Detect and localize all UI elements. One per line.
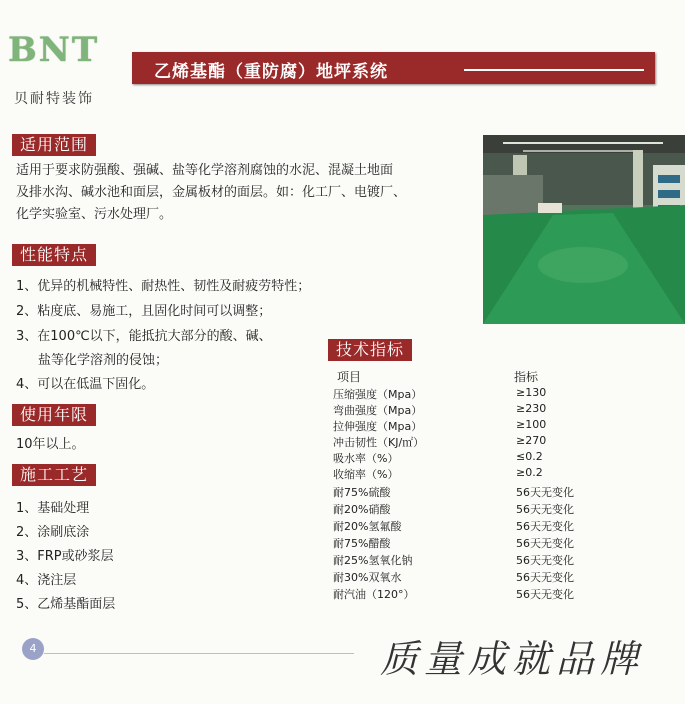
process-item: 4、浇注层	[16, 573, 77, 588]
spec-row	[333, 466, 593, 482]
page-title: 乙烯基酯（重防腐）地坪系统	[154, 62, 388, 82]
spec-value: ≥0.2	[516, 466, 543, 479]
spec-value: ≥230	[516, 402, 547, 415]
spec-value: ≥100	[516, 418, 547, 431]
feature-item: 1、优异的机械特性、耐热性、韧性及耐疲劳特性；	[16, 279, 311, 294]
spec-row	[333, 484, 593, 500]
spec-value: 56天无变化	[516, 571, 574, 584]
process-item: 3、FRP或砂浆层	[16, 549, 114, 564]
spec-value: ≥270	[516, 434, 547, 447]
spec-item: 耐汽油（120°）	[333, 588, 415, 601]
page-number: 4	[22, 638, 44, 660]
spec-value: 56天无变化	[516, 554, 574, 567]
spec-item: 耐75%硫酸	[333, 486, 391, 499]
spec-item: 拉伸强度（Mpa）	[333, 420, 423, 433]
spec-value: ≥130	[516, 386, 547, 399]
applicable-text	[16, 160, 476, 226]
feature-item: 2、粘度底、易施工，且固化时间可以调整；	[16, 304, 272, 319]
spec-row	[333, 518, 593, 534]
process-item: 2、涂刷底涂	[16, 525, 90, 540]
spec-item: 耐30%双氧水	[333, 571, 402, 584]
title-bar	[132, 52, 655, 84]
feature-item: 3、在100℃以下，能抵抗大部分的酸、碱、	[16, 329, 272, 344]
applicable-line: 适用于要求防强酸、强碱、盐等化学溶剂腐蚀的水泥、混凝土地面	[16, 163, 394, 178]
spec-value: ≤0.2	[516, 450, 543, 463]
spec-row	[333, 418, 593, 434]
logo-name: 贝耐特装饰	[14, 91, 94, 107]
spec-value: 56天无变化	[516, 520, 574, 533]
spec-item: 耐25%氢氧化钠	[333, 554, 413, 567]
specs-col-item: 项目	[337, 370, 362, 384]
spec-row	[333, 535, 593, 551]
logo-mark: BNT	[8, 30, 100, 70]
process-item: 5、乙烯基酯面层	[16, 597, 116, 612]
spec-item: 耐20%硝酸	[333, 503, 391, 516]
applicable-line: 化学实验室、污水处理厂。	[16, 207, 173, 222]
spec-row	[333, 501, 593, 517]
features-heading: 性能特点	[12, 244, 96, 266]
spec-value: 56天无变化	[516, 486, 574, 499]
process-item: 1、基础处理	[16, 501, 90, 516]
feature-item: 盐等化学溶剂的侵蚀；	[38, 353, 169, 368]
title-divider	[464, 69, 644, 71]
factory-floor-image	[483, 135, 685, 324]
factory-floor-photo	[483, 135, 685, 324]
spec-row	[333, 586, 593, 602]
feature-item: 4、可以在低温下固化。	[16, 377, 155, 392]
spec-row	[333, 552, 593, 568]
lifespan-heading: 使用年限	[12, 404, 96, 426]
specs-col-value: 指标	[514, 370, 539, 384]
spec-value: 56天无变化	[516, 537, 574, 550]
process-heading: 施工工艺	[12, 464, 96, 486]
spec-item: 压缩强度（Mpa）	[333, 388, 423, 401]
applicable-heading: 适用范围	[12, 134, 96, 156]
applicable-line: 及排水沟、碱水池和面层，金属板材的面层。如：化工厂、电镀厂、	[16, 185, 407, 200]
spec-item: 吸水率（%）	[333, 452, 399, 465]
spec-row	[333, 386, 593, 402]
spec-row	[333, 434, 593, 450]
spec-item: 弯曲强度（Mpa）	[333, 404, 423, 417]
spec-row	[333, 402, 593, 418]
footer-divider	[44, 653, 354, 654]
lifespan-text: 10年以上。	[16, 437, 85, 452]
spec-item: 冲击韧性（KJ/㎡）	[333, 436, 425, 449]
spec-item: 收缩率（%）	[333, 468, 399, 481]
spec-value: 56天无变化	[516, 588, 574, 601]
spec-value: 56天无变化	[516, 503, 574, 516]
spec-row	[333, 569, 593, 585]
specs-heading: 技术指标	[328, 339, 412, 361]
spec-item: 耐20%氢氟酸	[333, 520, 402, 533]
spec-row	[333, 450, 593, 466]
slogan: 质量成就品牌	[380, 637, 645, 681]
spec-item: 耐75%醋酸	[333, 537, 391, 550]
